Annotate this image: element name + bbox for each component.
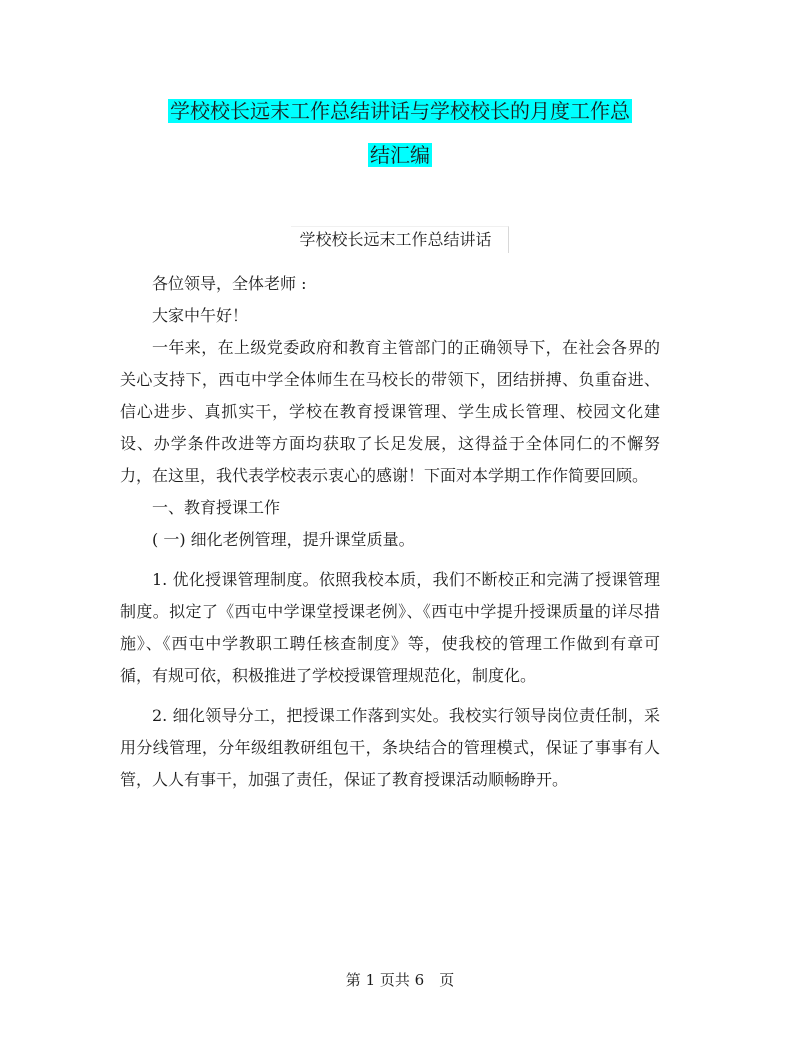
- subtitle-text: 学校校长远末工作总结讲话: [291, 226, 508, 253]
- body-paragraph: 1. 优化授课管理制度。依照我校本质，我们不断校正和完满了授课管理制度。拟定了《西屯中学课堂授课老例》、《西屯中学提升授课质量的详尽措施》、《西屯中学教职工聘任核查制度》等，使我校的管理工作做到有章可循，有规可依，积极推进了学校授课管理规范化，制度化。: [120, 570, 660, 685]
- section-heading: 一、教育授课工作: [152, 498, 281, 517]
- section-subtitle: [0, 226, 800, 253]
- title-highlight: 学校校长远末工作总结讲话与学校校长的月度工作总: [170, 99, 630, 123]
- page-footer: 第 1 页共 6 页: [345, 971, 455, 989]
- title-highlight: 结汇编: [370, 143, 430, 167]
- greeting: 大家中午好！: [152, 306, 249, 325]
- salutation: 各位领导，全体老师 :: [152, 274, 307, 293]
- document-title-line-1: [0, 96, 800, 126]
- body-paragraph: 一年来，在上级党委政府和教育主管部门的正确领导下，在社会各界的关心支持下，西屯中学全体师生在马校长的带领下，团结拼搏、负重奋进、信心进步、真抓实干，学校在教育授课管理、学生成长管理、校园文化建设、办学条件改进等方面均获取了长足发展，这得益于全体同仁的不懈努力，在这里，我代表学校表示衷心的感谢！下面对本学期工作作简要回顾。: [120, 338, 660, 485]
- document-title-line-2: [0, 140, 800, 170]
- subsection-heading: ( 一) 细化老例管理，提升课堂质量。: [152, 530, 415, 549]
- document-body: [120, 268, 660, 796]
- body-paragraph: 2. 细化领导分工，把授课工作落到实处。我校实行领导岗位责任制，采用分线管理，分年级组教研组包干，条块结合的管理模式，保证了事事有人管，人人有事干，加强了责任，保证了教育授课活动顺畅睁开。: [120, 706, 660, 789]
